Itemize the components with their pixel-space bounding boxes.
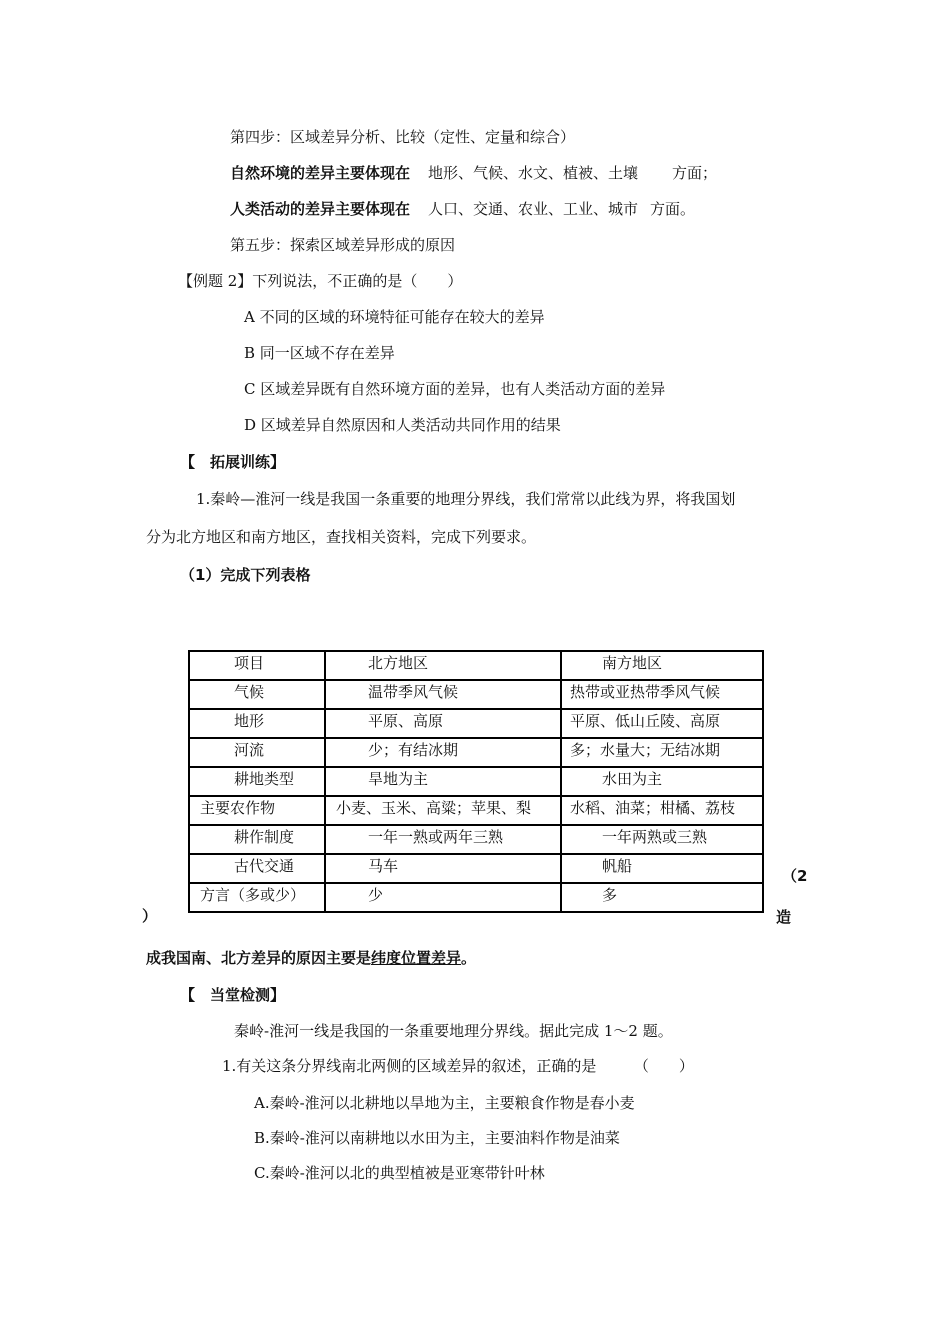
natural-lead: 自然环境的差异主要体现在	[230, 164, 411, 182]
table-cell: 主要农作物	[200, 799, 276, 817]
classcheck-option-c: C.秦岭-淮河以北的典型植被是亚寒带针叶林	[254, 1164, 545, 1182]
table-header-row	[189, 651, 763, 680]
human-difference-line	[230, 199, 695, 219]
step5-text: 第五步：探索区域差异形成的原因	[230, 236, 456, 254]
extension-q1-line1: 1.秦岭—淮河一线是我国一条重要的地理分界线，我们常常以此线为界，将我国划	[196, 490, 736, 508]
sub2-end: 。	[461, 949, 477, 967]
table-cell: 温带季风气候	[368, 683, 459, 701]
table-cell: 一年一熟或两年三熟	[368, 828, 504, 846]
table-cell: 热带或亚热带季风气候	[570, 683, 721, 701]
table-cell: 旱地为主	[368, 770, 429, 788]
human-items: 人口、交通、农业、工业、城市	[428, 200, 639, 218]
table-cell: 水田为主	[602, 770, 663, 788]
table-cell: 少；有结冰期	[368, 741, 459, 759]
table-cell: 气候	[234, 683, 265, 701]
table-cell: 多	[602, 886, 618, 904]
classcheck-q1: 1.有关这条分界线南北两侧的区域差异的叙述，正确的是 （ ）	[222, 1057, 694, 1075]
table-row	[189, 738, 763, 767]
table-row	[189, 825, 763, 854]
table-cell: 古代交通	[234, 857, 295, 875]
table-cell: 马车	[368, 857, 399, 875]
table-row	[189, 680, 763, 709]
table-row	[189, 854, 763, 883]
natural-items: 地形、气候、水文、植被、土壤	[428, 164, 639, 182]
table-cell: 河流	[234, 741, 265, 759]
table-cell: 平原、低山丘陵、高原	[570, 712, 721, 730]
sub2-answer-line	[146, 948, 476, 968]
human-lead: 人类活动的差异主要体现在	[230, 200, 411, 218]
example2-option-c: C 区域差异既有自然环境方面的差异，也有人类活动方面的差异	[244, 380, 666, 398]
classcheck-intro: 秦岭-淮河一线是我国的一条重要地理分界线。据此完成 1～2 题。	[234, 1022, 673, 1040]
example2-question: 【例题 2】下列说法，不正确的是（ ）	[178, 272, 463, 290]
classcheck-option-b: B.秦岭-淮河以南耕地以水田为主，主要油料作物是油菜	[254, 1129, 620, 1147]
table-header-south: 南方地区	[602, 654, 663, 672]
human-tail: 方面。	[650, 200, 696, 218]
table-cell: 少	[368, 886, 384, 904]
sub2-wrap: 造	[776, 908, 792, 926]
step4-text: 第四步：区域差异分析、比较（定性、定量和综合）	[230, 128, 576, 146]
example2-option-a: A 不同的区域的环境特征可能存在较大的差异	[244, 308, 545, 326]
table-row	[189, 796, 763, 825]
north-south-comparison-table	[188, 650, 764, 913]
table-cell: 方言（多或少）	[200, 886, 306, 904]
extension-q1-line2: 分为北方地区和南方地区，查找相关资料，完成下列要求。	[146, 528, 537, 546]
table-row	[189, 709, 763, 738]
table-cell: 地形	[234, 712, 265, 730]
table-cell: 小麦、玉米、高粱；苹果、梨	[336, 799, 532, 817]
example2-option-b: B 同一区域不存在差异	[244, 344, 395, 362]
table-cell: 耕地类型	[234, 770, 295, 788]
natural-tail: 方面；	[672, 164, 718, 182]
table-cell: 水稻、油菜；柑橘、荔枝	[570, 799, 736, 817]
extension-heading: 【 拓展训练】	[180, 453, 286, 471]
table-row	[189, 767, 763, 796]
example2-option-d: D 区域差异自然原因和人类活动共同作用的结果	[244, 416, 561, 434]
table-row	[189, 883, 763, 912]
table-cell: 多；水量大；无结冰期	[570, 741, 721, 759]
classcheck-option-a: A.秦岭-淮河以北耕地以旱地为主，主要粮食作物是春小麦	[254, 1094, 635, 1112]
table-cell: 耕作制度	[234, 828, 295, 846]
table-cell: 一年两熟或三熟	[602, 828, 708, 846]
table-cell: 平原、高原	[368, 712, 444, 730]
sub2-open: （2	[782, 867, 808, 885]
sub2-lead: 成我国南、北方差异的原因主要是	[146, 949, 372, 967]
sub2-answer: 纬度位置差异	[371, 949, 462, 967]
classcheck-heading: 【 当堂检测】	[180, 986, 286, 1004]
natural-difference-line	[230, 163, 717, 183]
table-header-north: 北方地区	[368, 654, 429, 672]
extension-sub1: （1）完成下列表格	[180, 566, 311, 584]
table-header-item: 项目	[234, 654, 265, 672]
sub2-close: ）	[142, 907, 158, 925]
table-cell: 帆船	[602, 857, 633, 875]
